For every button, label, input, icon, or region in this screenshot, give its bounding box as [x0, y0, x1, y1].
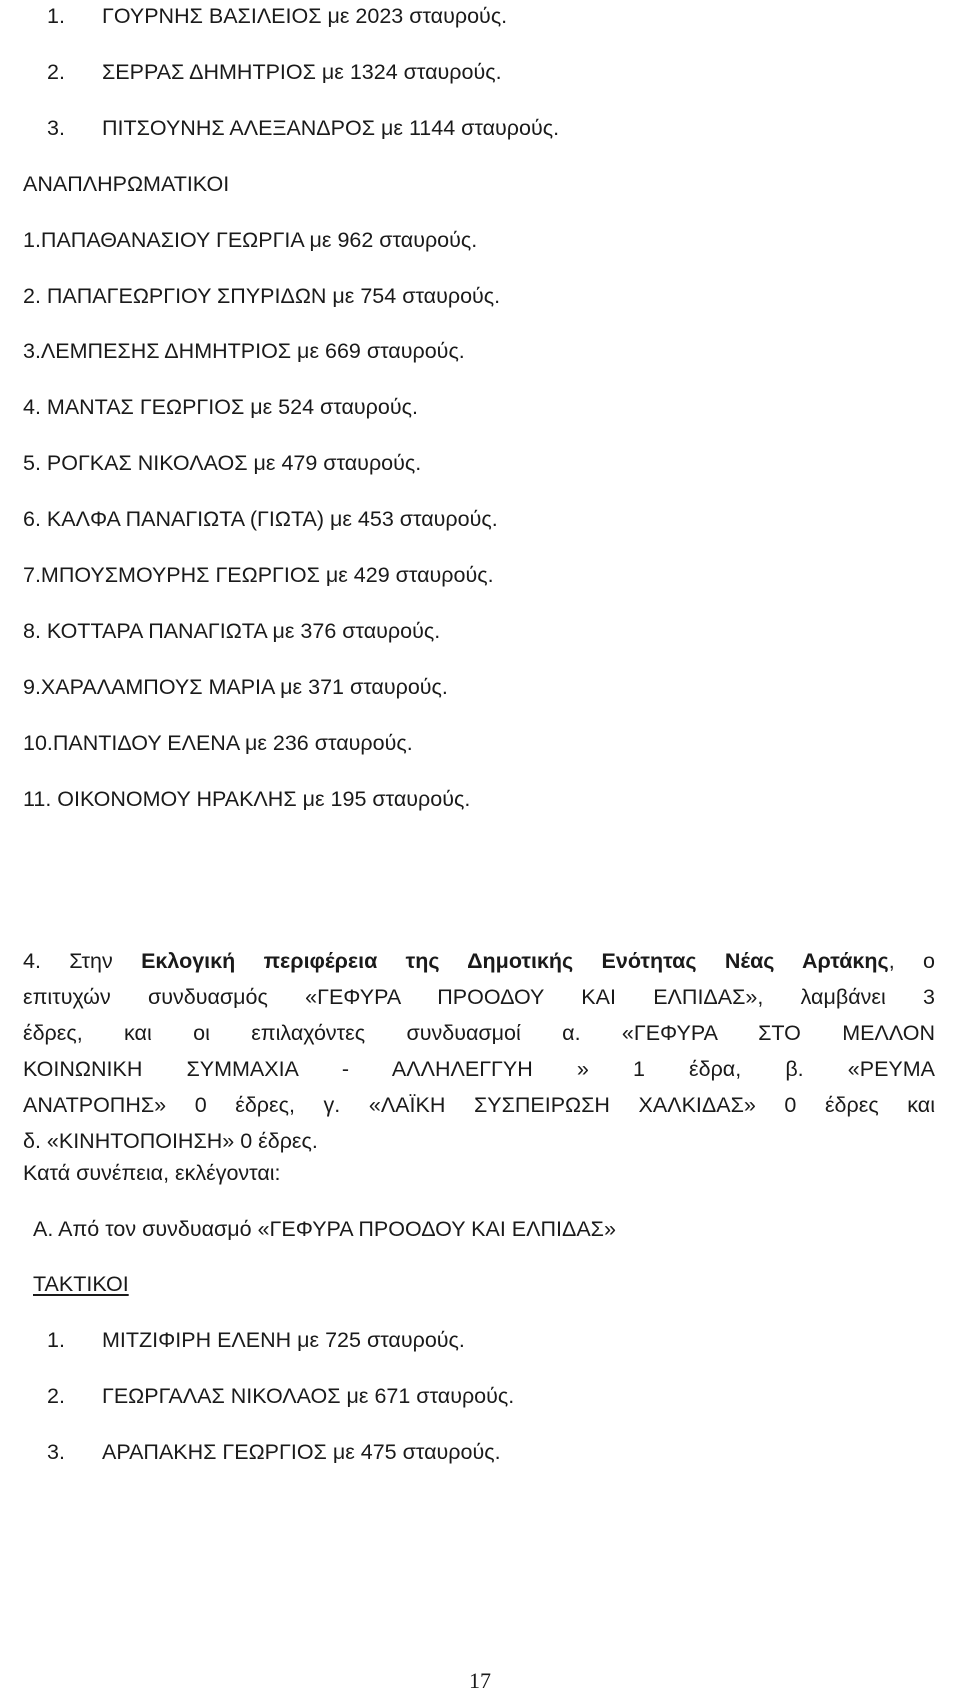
substitutes-heading: ΑΝΑΠΛΗΡΩΜΑΤΙΚΟΙ — [23, 172, 230, 196]
list-number: 2. — [47, 1384, 65, 1408]
list-number: 3. — [47, 116, 65, 140]
list-item — [47, 1386, 514, 1408]
list-item — [47, 62, 502, 84]
substitute-item: 11. ΟΙΚΟΝΟΜΟΥ ΗΡΑΚΛΗΣ με 195 σταυρούς. — [23, 787, 471, 811]
list-number: 1. — [47, 4, 65, 28]
regulars-heading: ΤΑΚΤΙΚΟΙ — [33, 1272, 129, 1296]
list-item — [47, 1442, 501, 1464]
substitute-item: 10.ΠΑΝΤΙΔΟΥ ΕΛΕΝΑ με 236 σταυρούς. — [23, 731, 413, 755]
results-paragraph — [23, 943, 935, 1159]
list-text: ΑΡΑΠΑΚΗΣ ΓΕΩΡΓΙΟΣ με 475 σταυρούς. — [102, 1440, 501, 1464]
list-item — [47, 1330, 465, 1352]
paragraph-line: επιτυχών συνδυασμός «ΓΕΦΥΡΑ ΠΡΟΟΔΟΥ ΚΑΙ ΕΛΠΙΔΑΣ», λαμβάνει 3 — [23, 985, 935, 1009]
list-number: 3. — [47, 1440, 65, 1464]
page-number: 17 — [469, 1668, 491, 1693]
paragraph-intro: 4. Στην — [23, 949, 142, 973]
coalition-line: Α. Από τον συνδυασμό «ΓΕΦΥΡΑ ΠΡΟΟΔΟΥ ΚΑΙ ΕΛΠΙΔΑΣ» — [33, 1217, 616, 1241]
paragraph-line: έδρες, και οι επιλαχόντες συνδυασμοί α. «ΓΕΦΥΡΑ ΣΤΟ ΜΕΛΛΟΝ — [23, 1021, 935, 1045]
list-text: ΣΕΡΡΑΣ ΔΗΜΗΤΡΙΟΣ με 1324 σταυρούς. — [102, 60, 502, 84]
substitute-item: 6. ΚΑΛΦΑ ΠΑΝΑΓΙΩΤΑ (ΓΙΩΤΑ) με 453 σταυρούς. — [23, 507, 498, 531]
list-item — [47, 6, 507, 28]
substitute-item: 4. ΜΑΝΤΑΣ ΓΕΩΡΓΙΟΣ με 524 σταυρούς. — [23, 395, 418, 419]
substitute-item: 8. ΚΟΤΤΑΡΑ ΠΑΝΑΓΙΩΤΑ με 376 σταυρούς. — [23, 619, 441, 643]
list-text: ΜΙΤΖΙΦΙΡΗ ΕΛΕΝΗ με 725 σταυρούς. — [102, 1328, 465, 1352]
list-text: ΓΟΥΡΝΗΣ ΒΑΣΙΛΕΙΟΣ με 2023 σταυρούς. — [102, 4, 508, 28]
list-item — [47, 118, 559, 140]
substitute-item: 1.ΠΑΠΑΘΑΝΑΣΙΟΥ ΓΕΩΡΓΙΑ με 962 σταυρούς. — [23, 228, 478, 252]
list-text: ΓΕΩΡΓΑΛΑΣ ΝΙΚΟΛΑΟΣ με 671 σταυρούς. — [102, 1384, 515, 1408]
substitute-item: 9.ΧΑΡΑΛΑΜΠΟΥΣ ΜΑΡΙΑ με 371 σταυρούς. — [23, 675, 448, 699]
paragraph-region-bold: Εκλογική περιφέρεια της Δημοτικής Ενότητας Νέας Αρτάκης — [141, 949, 889, 973]
substitute-item: 7.ΜΠΟΥΣΜΟΥΡΗΣ ΓΕΩΡΓΙΟΣ με 429 σταυρούς. — [23, 563, 494, 587]
substitute-item: 5. ΡΟΓΚΑΣ ΝΙΚΟΛΑΟΣ με 479 σταυρούς. — [23, 451, 422, 475]
substitute-item: 2. ΠΑΠΑΓΕΩΡΓΙΟΥ ΣΠΥΡΙΔΩΝ με 754 σταυρούς. — [23, 284, 501, 308]
paragraph-line: ΑΝΑΤΡΟΠΗΣ» 0 έδρες, γ. «ΛΑΪΚΗ ΣΥΣΠΕΙΡΩΣΗ ΧΑΛΚΙΔΑΣ» 0 έδρες και — [23, 1093, 935, 1117]
paragraph-line: δ. «ΚΙΝΗΤΟΠΟΙΗΣΗ» 0 έδρες. — [23, 1129, 318, 1153]
paragraph-line — [23, 943, 935, 979]
list-text: ΠΙΤΣΟΥΝΗΣ ΑΛΕΞΑΝΔΡΟΣ με 1144 σταυρούς. — [102, 116, 560, 140]
paragraph-intro-end: , ο — [888, 949, 936, 973]
list-number: 2. — [47, 60, 65, 84]
paragraph-line: ΚΟΙΝΩΝΙΚΗ ΣΥΜΜΑΧΙΑ - ΑΛΛΗΛΕΓΓΥΗ » 1 έδρα, β. «ΡΕΥΜΑ — [23, 1057, 935, 1081]
substitute-item: 3.ΛΕΜΠΕΣΗΣ ΔΗΜΗΤΡΙΟΣ με 669 σταυρούς. — [23, 339, 465, 363]
list-number: 1. — [47, 1328, 65, 1352]
consequently-line: Κατά συνέπεια, εκλέγονται: — [23, 1161, 281, 1185]
